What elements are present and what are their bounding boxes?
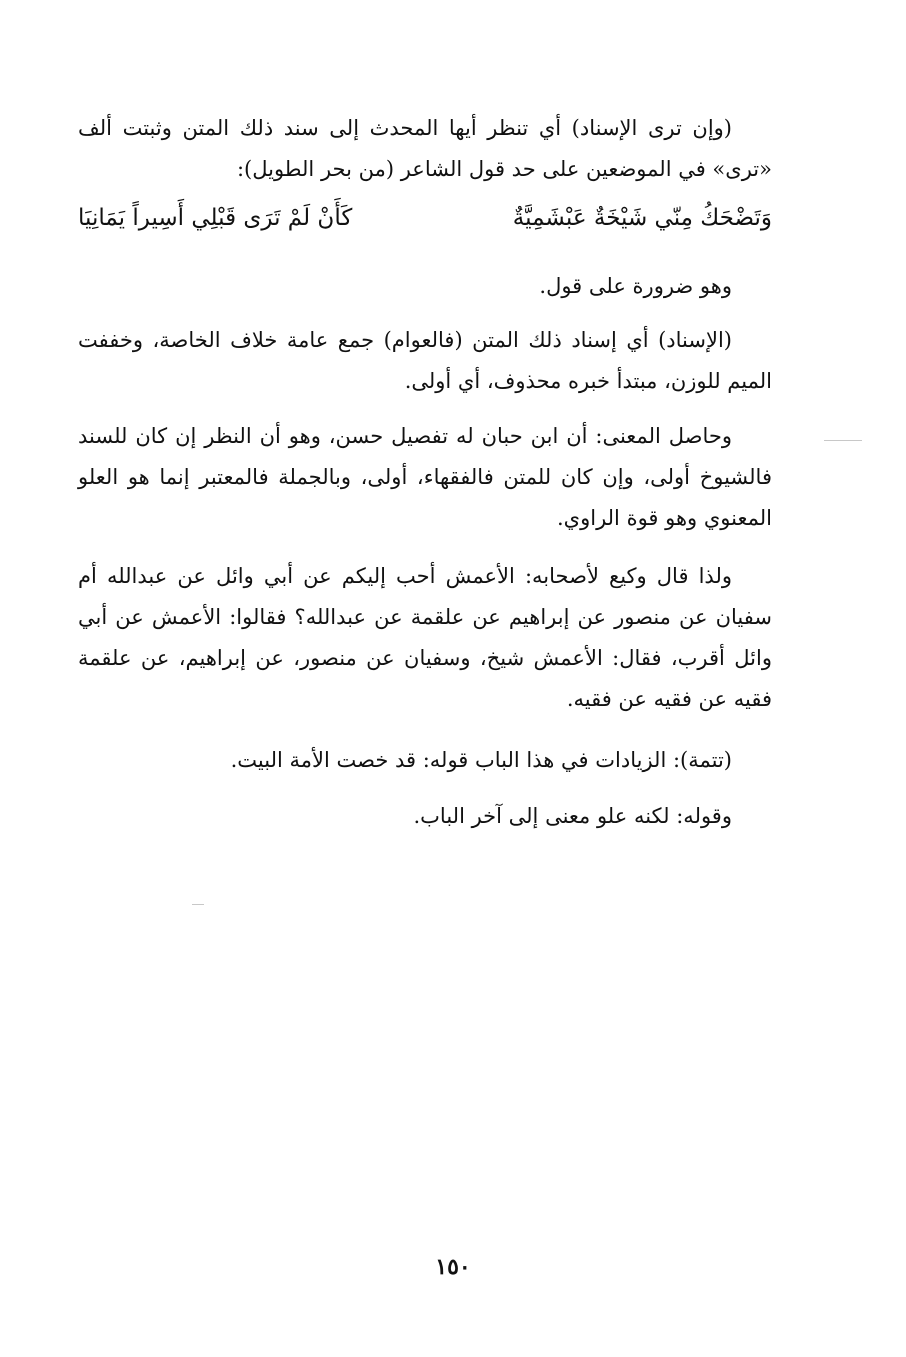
- paragraph-1-line-1: (وإن ترى الإسناد) أي تنظر أيها المحدث إلى سند ذلك المتن وثبتت: [122, 116, 732, 140]
- paragraph-5-line-2: عبدالله أم سفيان عن منصور عن إبراهيم عن علقمة عن عبدالله؟ فقالوا:: [78, 564, 772, 629]
- poem-hemistich-2: كَأَنْ لَمْ تَرَى قَبْلِي أَسِيراً يَمَانِيَا: [78, 205, 353, 231]
- paragraph-4-line-1: وحاصل المعنى: أن ابن حبان له تفصيل حسن، وهو أن النظر إن: [175, 424, 732, 448]
- paragraph-6-text: (تتمة): الزيادات في هذا الباب قوله: قد خصت الأمة البيت.: [230, 748, 732, 772]
- paragraph-1-line-2: ألف «ترى» في الموضعين على حد قول الشاعر (من بحر الطويل):: [78, 116, 772, 181]
- paragraph-3: [78, 320, 772, 402]
- paragraph-5-line-3: الأعمش عن أبي وائل أقرب، فقال: الأعمش شيخ، وسفيان عن منصور،: [78, 605, 772, 670]
- paragraph-5-line-4: عن إبراهيم، عن علقمة فقيه عن فقيه عن فقيه.: [78, 646, 772, 711]
- paragraph-7: [78, 796, 772, 837]
- paragraph-7-text: وقوله: لكنه علو معنى إلى آخر الباب.: [413, 804, 732, 828]
- poem-hemistich-1: وَتَضْحَكُ مِنّي شَيْخَةٌ عَبْشَمِيَّةٌ: [512, 205, 772, 231]
- paragraph-3-line-1: (الإسناد) أي إسناد ذلك المتن (فالعوام) جمع عامة خلاف الخاصة،: [152, 328, 732, 352]
- paragraph-3-line-2: وخففت الميم للوزن، مبتدأ خبره محذوف، أي أولى.: [78, 328, 772, 393]
- paragraph-6: [78, 740, 772, 781]
- paragraph-1: [78, 108, 772, 190]
- paragraph-2: [78, 266, 772, 307]
- page-number: ١٥٠: [435, 1254, 471, 1280]
- paragraph-5: [78, 556, 772, 720]
- paragraph-4: [78, 416, 772, 539]
- poem-verse: [78, 196, 772, 240]
- paragraph-4-line-3: فالمعتبر إنما هو العلو المعنوي وهو قوة الراوي.: [78, 465, 772, 530]
- paragraph-4-line-2: كان للسند فالشيوخ أولى، وإن كان للمتن فالفقهاء، أولى، وبالجملة: [78, 424, 772, 489]
- scan-speck: [824, 440, 862, 441]
- scan-speck: [192, 904, 204, 905]
- paragraph-5-line-1: ولذا قال وكيع لأصحابه: الأعمش أحب إليكم عن أبي وائل عن: [177, 564, 732, 588]
- paragraph-2-text: وهو ضرورة على قول.: [539, 274, 732, 298]
